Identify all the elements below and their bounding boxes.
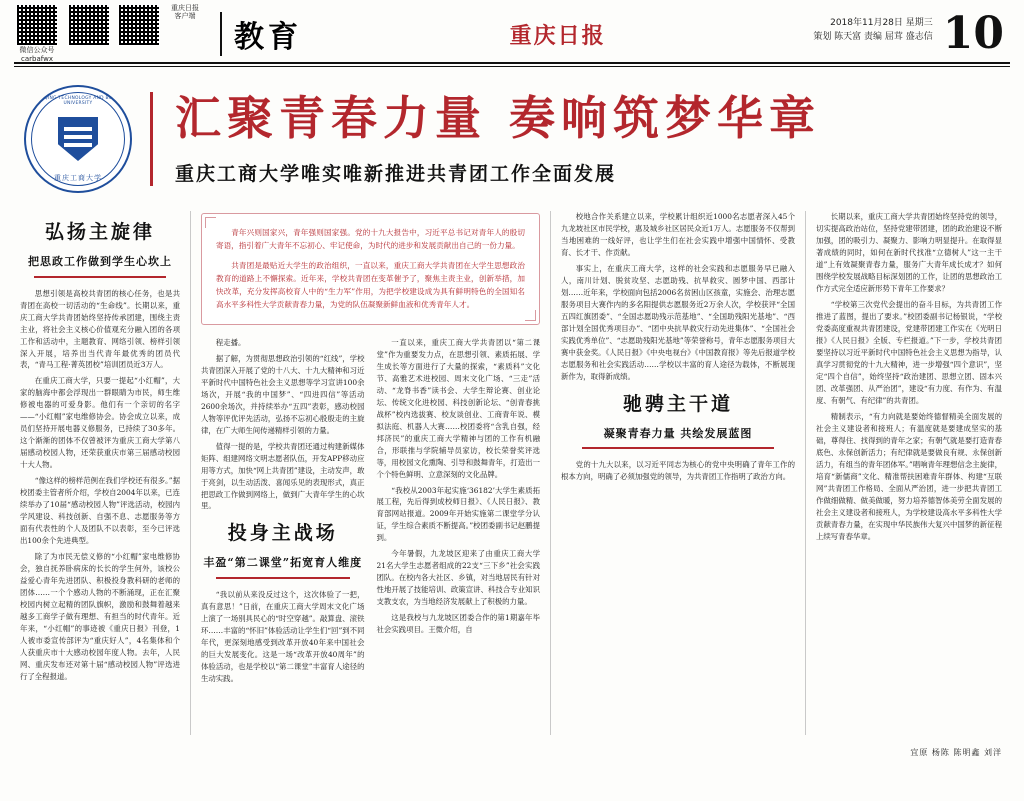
- paragraph: 党的十九大以来，以习近平同志为核心的党中央明确了青年工作的根本方向，明确了必须加强党的领导，为共青团工作指明了政治方向。: [561, 460, 795, 482]
- column-three: [551, 211, 806, 735]
- column-two: [191, 211, 551, 735]
- paragraph: “我以前从来没反过这个，这次体验了一把，真有意思！”日前，在重庆工商大学周末文化广场上演了一场别具民心的“时空穿越”。敲算盘、滚铁环……丰富的“怀旧”体验活动让学生们“回”到不同年代，更深刻地感受到改革开放40年来中国社会的巨大发展变化。这是一场“改革开放40周年”的体验活动，也是学校以“第二课堂”丰富育人途径的生动实践。: [201, 590, 365, 683]
- pull-quote-box: [201, 213, 540, 325]
- qr-code-icon: [16, 4, 58, 46]
- quote-paragraph: 共青团是最贴近大学生的政治组织，一直以来，重庆工商大学共青团在大学生思想政治教育的道路上不懈探索。近年来，学校共青团在变革催予了，聚焦主责主业，创新举措，加快改革，充分发挥高校育人中的“生力军”作用，为把学校建设成为具有鲜明特色的全国知名高水平多科性大学贡献青春力量，为党的队伍凝聚新鲜血液和优秀青年人才。: [216, 260, 525, 310]
- feature-rule: [216, 577, 350, 579]
- section-title: 弘扬主旋律: [44, 221, 155, 243]
- editor-credits: 策划 陈天富 责编 屈茸 盛志信: [813, 32, 933, 43]
- qr-code-icon: [68, 4, 110, 46]
- feature-subtitle: 丰盈“第二课堂”拓宽育人维度: [203, 556, 363, 570]
- paragraph: 除了为市民无偿义修的“小红帽”家电维修协会，独自抚养卧病床的长长的学生何外，该校公益爱心青年先进团队、积极投身教科研的老师的团体……一个个感动人物的不断涌现，正在汇聚校园内树立起精的团队旗帜，激励和鼓舞着越来越多工商学子做有理想、有担当的时代青年。近年来，“小红帽”的事迹被《重庆日报》刊登，1人被市委宣传部评为“重庆好人”，4名集体和个人获重庆市十大感动校园年度人物。去年，人民网、重庆发布还对第十届“感动校园人物”评选进行了全程报道。: [20, 552, 180, 682]
- qr-code-icon: [118, 4, 160, 46]
- paragraph: 在重庆工商大学，只要一提起“小红帽”，大家的脑海中都会浮现出一群眼睛为市民，师生维修被电器的可爱身影。他们有一个亲切的名字——“小红帽”家电维修协会。协会成立以来，成员们坚持开展电器义修服务，已持续了30多年。这个渐渐的团体不仅曾被评为重庆工商大学第八届感动校园人物，还荣获重庆市第三届感动校园十大人物。: [20, 376, 180, 470]
- paragraph: 值得一提的是，学校共青团还通过构建新媒体矩阵、组建网络文明志愿者队伍，开发APP移动应用等方式，加快“网上共青团”建设，主动发声，敢于亮剑，以生动活泼、喜闻乐见的表现形式，真正把思政工作做到网络上，做到广大青年学生的心坎里。: [201, 441, 365, 511]
- column-three-feature-heading: [561, 389, 795, 450]
- feature-subtitle: 凝聚青春力量 共绘发展蓝图: [603, 426, 753, 440]
- paragraph: 长期以来，重庆工商大学共青团始终坚持党的领导，切实提高政治站位，坚持党建带团建，团的政治建设不断加强，团的吸引力、凝聚力、影响力明显提升。在取得显著成绩的同时，如何在新时代找准“立德树人”这一主干道”上有效凝聚青春力量，服务广大青年成长成才？如何围绕学校发展战略目标深划团的工作，让团的思想政治工作方式完全适应新形势下青年工作要求？: [816, 212, 1002, 293]
- column-two-split: [201, 337, 540, 689]
- byline: 宜原 杨陈 陈明鑫 刘洋: [910, 748, 1002, 757]
- masthead-right: [813, 8, 1010, 59]
- paragraph: “像这样的榜样范例在我们学校还有很多。”据校团委主管者所介绍，学校自2004年以来，已连续举办了10届“感动校园人物”评选活动，校园内学风建设、科技创新、自强不息、志愿服务等方面有代表性的个人及团队不以表彰，至今已评选出100余个先进典型。: [20, 476, 180, 546]
- qr-block-wechat: [14, 4, 60, 64]
- page-subtitle: 重庆工商大学唯实唯新推进共青团工作全面发展: [175, 162, 617, 185]
- column-one: [16, 211, 191, 735]
- paragraph: 事实上，在重庆工商大学，这样的社会实践和志愿服务早已融入人，南川计划、脱贫攻坚、志愿助残、抗旱救灾、圆梦中国、西部计划……近年来，学校面向包括2006名贫困山区孩童，实施会、治理志愿服务项目大赛作内的多名阳提供志愿服务近2万余人次，学校获评“全国五四红旗团委”、“全国志愿助残示范基地”、“全国助残阳光基地”、“西部计划全国优秀项目办”、“团中央抗旱救灾行动先进集体”、“全国社会实践优秀单位”、“志愿助残阳光基地”等荣誉称号，青年志愿服务项目大赛中获金奖。《人民日报》《中央电视台》《中国教育报》等先后报道学校志愿服务和社会实践活动……学校以丰富的育人途径为载体，不断展现新作为，取得新成绩。: [561, 263, 795, 381]
- column-two-left: [201, 337, 365, 689]
- hero-block: [0, 67, 1024, 201]
- paragraph: 今年暑假，九龙坡区迎来了由重庆工商大学21名大学生志愿者组成的22支“三下乡”社会实践团队。在校内各大社区、乡镇，对当地居民有针对性地开展了技能培训、政策宣讲、科技合专业知识支教支农，为当地经济发展献上了积极的力量。: [376, 549, 540, 607]
- quote-paragraph: 青年兴则国家兴，青年强则国家强。党的十九大报告中，习近平总书记对青年人的殷切寄语，指引着广大青年不忘初心、牢记使命，为时代的进步和发展贡献出自己的一份力量。: [216, 228, 525, 251]
- hero-text: [150, 92, 1004, 186]
- paper-title: 重庆日报: [509, 22, 606, 49]
- qr-caption-en: carbafwx: [21, 55, 53, 63]
- page-number: 10: [942, 8, 1004, 59]
- feature-rule: [582, 447, 774, 449]
- article-columns: [0, 201, 1024, 741]
- section-subtitle: 把思政工作做到学生心坎上: [28, 254, 172, 268]
- section-rule: [34, 276, 165, 278]
- paragraph: 精制表示，“有力向就是要始终德督精美全面发展的社会主义建设者和接班人；有温度就是要建成坚实的基础，尊得住、找得到的青年之家；有朝气就是要打造青春底色、永保创新活力；有纪律就是要做良有规、永保创新活力，有组当的青年团体军。”唱响青年理想信念主旋律，培育“新儒商”文化、精准帮扶困难青年群体、构建“互联网”共青团工作格局、全面从严治团，进一步把共青团工作做细做精、做美做暖，努力培养德智体美劳全面发展的社会主义建设者和接班人，为学校建设高水平多科性大学贡献青春力量，在实现中华民族伟大复兴中国梦的新征程上续写青春华章。: [816, 411, 1002, 541]
- masthead-center: [302, 19, 813, 50]
- emblem-ring-text-top: CHONGQING TECHNOLOGY AND BUSINESS UNIVERSITY: [26, 96, 130, 106]
- paragraph: “我校从2003年起实施‘36182’大学生素质拓展工程，先后得到成校师日报》、《人民日报》、教育部网站报道。2009年开始实施第二课堂学分认证，学生综合素质不断提高。”校团委副书记赵鹏提到。: [376, 485, 540, 543]
- feature-title: 投身主战场: [227, 522, 338, 545]
- page-title: 汇聚青春力量 奏响筑梦华章: [175, 91, 822, 146]
- qr-block-app: [118, 4, 160, 46]
- masthead-meta: [813, 12, 932, 45]
- feature-title: 驰骋主干道: [622, 392, 733, 415]
- paragraph: 一直以来，重庆工商大学共青团以“第二课堂”作为重要发力点，在思想引领、素质拓展、学生成长等方面进行了大量的探索，“素质科”文化节、高雅艺术进校园、周末文化广场、“三走”活动、“龙脊书香”读书会、大学生辩论赛、创业论坛、传统文化进校园、科技创新论坛、“创青春挑战杯”校内选拔赛、校友谈创业、工商青年说、模拟法庭、机器人大赛……校团委将“含乳自强，经邦济民”的重庆工商大学精神与团的工作有机融合，形联推与学院辅导员家访，校长荣誉奖评选等，用校园文化熏陶、引导和鼓舞青年，打造出一个个特色鲜明、立意深刻的文化品牌。: [376, 337, 540, 479]
- paragraph: 程走播。: [215, 337, 246, 347]
- paragraph: 据了解，为贯彻思想政治引领的“红线”，学校共青团深入开展了党的十八大、十九大精神和习近平新时代中国特色社会主义思想等学习宣讲100余场次，开展“我的中国梦”、“四进四信”等活动2600余场次，并持续举办“五四”表彰，感动校园人物等评优评先活动，弘扬不忘初心殷殷走的主旋律，在广大师生间传递精样引领的力量。: [201, 353, 365, 435]
- section-name: 教育: [220, 12, 302, 56]
- paragraph: 校地合作关系建立以来，学校累计组织近1000名志愿者深入45个九龙坡社区市民学校，惠及城乡社区居民众近1万人。志愿服务不仅帮到当地困难的一线好评，也让学生们在社会实践中增强中国情怀、受教育、长才干、作贡献。: [561, 212, 795, 257]
- paragraph: “学校第三次党代会提出的奋斗目标，为共青团工作推进了蓝图，提出了要求。”校团委副书记杨银说，“学校党委高度重视共青团建设，党建带团建工作实在《光明日报》《人民日报》全版、专栏报道。”下一步，学校共青团要坚持以习近平新时代中国特色社会主义思想为指导，认真学习贯彻党的十九大精神，进一步增强“四个意识”，坚定“四个自信”，始终坚持“政治建团、思想立团、固本兴团、改革强团、从严治团”，建设“有力度、有作为、有温度、有朝气、有纪律”的共青团。: [816, 299, 1002, 405]
- qr-block-second: [68, 4, 110, 46]
- column-four: [806, 211, 1006, 735]
- emblem-ring-text-bottom: 重庆工商大学: [54, 174, 102, 182]
- qr-app-label: 重庆日报 客户端: [171, 4, 199, 21]
- university-emblem-icon: [24, 85, 132, 193]
- qr-code-group: [14, 4, 202, 64]
- column-two-right: [377, 337, 541, 689]
- qr-caption-cn: 微信公众号: [19, 46, 55, 55]
- paragraph: 思想引领是高校共青团的核心任务，也是共青团在高校一切活动的“生命线”。长期以来，重庆工商大学共青团始终坚持传承团建，围绕主责主业，将社会主义核心价值观充分融入团的各项工作和活动中，主题教育、网络引领、榜样引领深入开展，培养出当代青年最优秀的团员代表，“青马工程·菁英团校”培训团员近3万人。: [20, 288, 180, 370]
- masthead: [0, 0, 1024, 62]
- paragraph: 这是我校与九龙坡区团委合作的第1期嘉年毕社会实践项目。王微介绍，自: [376, 613, 540, 635]
- column-two-feature-heading: [201, 518, 365, 579]
- publication-date: 2018年11月28日 星期三: [830, 18, 933, 28]
- column-one-heading: [20, 217, 180, 278]
